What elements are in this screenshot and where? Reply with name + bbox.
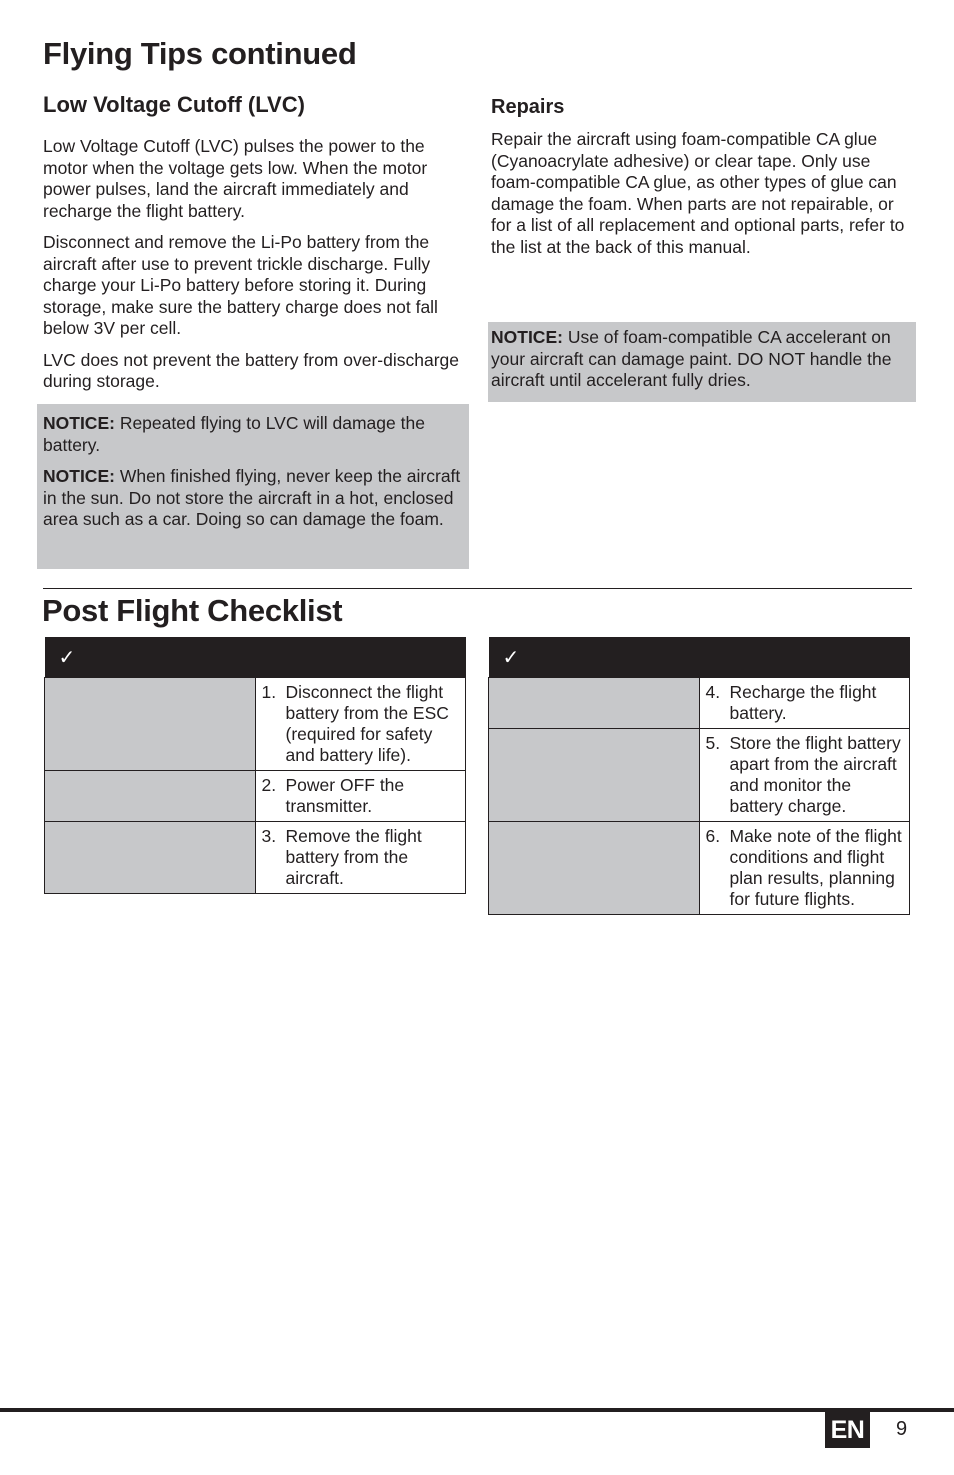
lvc-paragraph-3: LVC does not prevent the battery from over-discharge during storage.	[43, 349, 460, 391]
repairs-notice-box	[488, 322, 916, 402]
page-title: Flying Tips continued	[43, 36, 357, 71]
checklist-table-right	[488, 637, 910, 915]
checklist-row	[489, 729, 910, 822]
checklist-row	[45, 822, 466, 894]
checklist-item	[255, 771, 466, 822]
lvc-paragraph-1: Low Voltage Cutoff (LVC) pulses the power to the motor when the voltage gets low. When the motor power pulses, land the aircraft immediately and recharge the flight battery.	[43, 136, 428, 221]
checkbox-cell[interactable]	[489, 822, 700, 915]
lvc-paragraph-2: Disconnect and remove the Li-Po battery from the aircraft after use to prevent trickle discharge. Fully charge your Li-Po battery before storing it. During storage, make sure the battery charge does not fall below 3V per cell.	[43, 232, 438, 338]
checklist-row	[489, 822, 910, 915]
item-number: 5.	[705, 733, 721, 753]
item-text: Remove the flight battery from the aircraft.	[285, 826, 422, 888]
checklist-row	[45, 771, 466, 822]
checklist-item	[699, 729, 910, 822]
notice-text: When finished flying, never keep the aircraft in the sun. Do not store the aircraft in a hot, enclosed area such as a car. Doing so can damage the foam.	[43, 466, 461, 529]
item-number: 1.	[261, 682, 277, 702]
checkbox-cell[interactable]	[45, 771, 256, 822]
page-number: 9	[896, 1418, 908, 1440]
notice-label: NOTICE:	[43, 466, 115, 486]
checkbox-cell[interactable]	[489, 678, 700, 729]
lvc-notice-box	[37, 404, 469, 569]
notice-text: Use of foam-compatible CA accelerant on your aircraft can damage paint. DO NOT handle the aircraft until accelerant fully dries.	[491, 327, 892, 390]
repairs-section	[491, 92, 911, 268]
item-text: Recharge the flight battery.	[729, 682, 877, 723]
item-number: 3.	[261, 826, 277, 846]
item-text: Disconnect the flight battery from the ESC (required for safety and battery life).	[285, 682, 449, 765]
checklist-title: Post Flight Checklist	[42, 593, 343, 628]
checklist-header	[489, 637, 910, 678]
item-number: 6.	[705, 826, 721, 846]
item-text: Power OFF the transmitter.	[285, 775, 405, 816]
section-divider	[43, 588, 912, 589]
item-text: Store the flight battery apart from the aircraft and monitor the battery charge.	[729, 733, 901, 816]
checkbox-cell[interactable]	[489, 729, 700, 822]
repairs-paragraph: Repair the aircraft using foam-compatible CA glue (Cyanoacrylate adhesive) or clear tape. Only use foam-compatible CA glue, as other types of glue can damage the foam. When parts are not repairable, or for a list of all replacement and optional parts, refer to the list at the back of this manual.	[491, 129, 905, 257]
notice-label: NOTICE:	[43, 413, 115, 433]
footer-divider	[0, 1408, 954, 1412]
checklist-table-left	[44, 637, 466, 894]
lvc-notice-1	[43, 413, 463, 456]
checkbox-cell[interactable]	[45, 678, 256, 771]
lvc-title: Low Voltage Cutoff (LVC)	[43, 92, 305, 117]
lvc-notice-2	[43, 466, 463, 531]
lvc-section	[43, 92, 467, 403]
item-text: Make note of the flight conditions and flight plan results, planning for future flights.	[729, 826, 902, 909]
checklist-item	[255, 822, 466, 894]
item-number: 4.	[705, 682, 721, 702]
notice-label: NOTICE:	[491, 327, 563, 347]
notice-text: Repeated flying to LVC will damage the battery.	[43, 413, 425, 455]
checklist-item	[255, 678, 466, 771]
checkmark-icon: ✓	[502, 646, 520, 669]
repairs-notice	[491, 327, 913, 392]
checklist-row	[45, 678, 466, 771]
checklist-header-cell	[45, 637, 466, 678]
language-badge: EN	[825, 1412, 870, 1448]
checklist-header-cell	[489, 637, 910, 678]
checklist-item	[699, 678, 910, 729]
checkmark-icon: ✓	[58, 646, 76, 669]
checklist-row	[489, 678, 910, 729]
checklist-header	[45, 637, 466, 678]
item-number: 2.	[261, 775, 277, 795]
repairs-title: Repairs	[491, 96, 565, 118]
checkbox-cell[interactable]	[45, 822, 256, 894]
checklist-item	[699, 822, 910, 915]
